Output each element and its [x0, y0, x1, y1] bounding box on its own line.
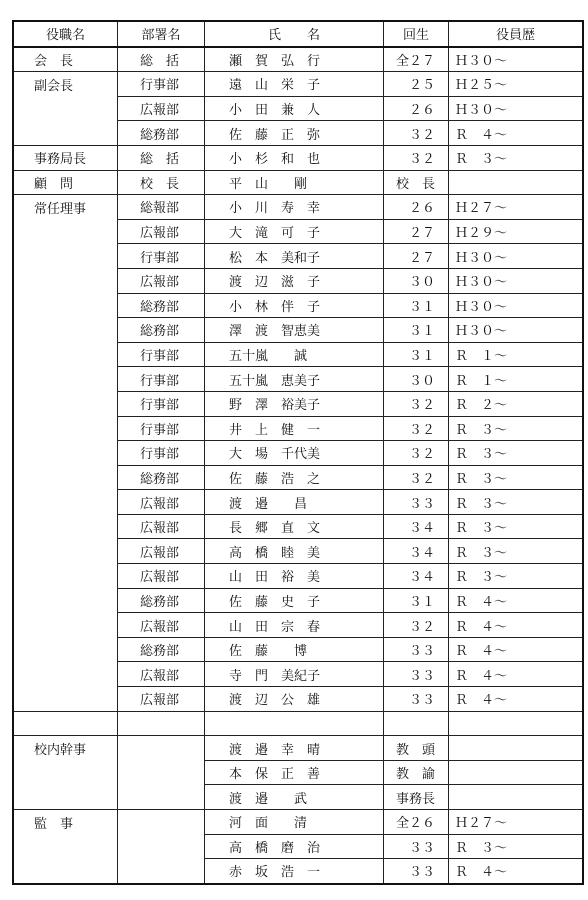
name-cell: 高 橋 磨 治 — [205, 834, 384, 859]
generation-cell: ３１ — [384, 588, 449, 613]
name-cell: 平 山 剛 — [205, 170, 384, 195]
name-cell: 山 田 宗 春 — [205, 613, 384, 638]
generation-cell: ３１ — [384, 342, 449, 367]
officer-history-cell: Ｒ ３～ — [449, 564, 584, 589]
table-row — [13, 588, 583, 613]
department-cell: 行事部 — [118, 391, 205, 416]
header-position: 役職名 — [13, 21, 118, 47]
department-cell: 総務部 — [118, 121, 205, 146]
department-cell: 広報部 — [118, 219, 205, 244]
generation-cell — [384, 711, 449, 736]
generation-cell: ３４ — [384, 514, 449, 539]
generation-cell: ３１ — [384, 318, 449, 343]
table-row — [13, 416, 583, 441]
generation-cell: ３２ — [384, 121, 449, 146]
officer-history-cell: Ｒ １～ — [449, 342, 584, 367]
table-row — [13, 613, 583, 638]
department-cell — [118, 859, 205, 884]
position-cell — [13, 564, 118, 589]
name-cell: 五十嵐 恵美子 — [205, 367, 384, 392]
officer-history-cell: Ｒ ３～ — [449, 539, 584, 564]
generation-cell: 全２６ — [384, 810, 449, 835]
officer-history-cell: Ｈ２９～ — [449, 219, 584, 244]
table-body — [13, 47, 583, 884]
name-cell: 河 面 清 — [205, 810, 384, 835]
name-cell: 佐 藤 博 — [205, 637, 384, 662]
position-cell — [13, 539, 118, 564]
name-cell: 赤 坂 浩 一 — [205, 859, 384, 884]
officer-roster-table — [12, 20, 584, 885]
position-cell — [13, 514, 118, 539]
department-cell: 行事部 — [118, 244, 205, 269]
table-row — [13, 687, 583, 712]
department-cell: 広報部 — [118, 564, 205, 589]
officer-history-cell — [449, 711, 584, 736]
name-cell: 澤 渡 智恵美 — [205, 318, 384, 343]
position-cell — [13, 441, 118, 466]
table-row — [13, 539, 583, 564]
header-officer-history: 役員歴 — [449, 21, 584, 47]
name-cell: 松 本 美和子 — [205, 244, 384, 269]
position-cell — [13, 121, 118, 146]
department-cell: 総務部 — [118, 465, 205, 490]
department-cell: 広報部 — [118, 490, 205, 515]
department-cell: 広報部 — [118, 514, 205, 539]
generation-cell: ２５ — [384, 72, 449, 97]
officer-history-cell — [449, 170, 584, 195]
header-row — [13, 21, 583, 47]
table-row — [13, 268, 583, 293]
generation-cell: ３２ — [384, 441, 449, 466]
position-cell — [13, 416, 118, 441]
generation-cell: ３４ — [384, 564, 449, 589]
position-cell — [13, 711, 118, 736]
table-row — [13, 145, 583, 170]
table-row — [13, 47, 583, 72]
table-row — [13, 96, 583, 121]
table-row — [13, 195, 583, 220]
officer-history-cell: Ｒ ３～ — [449, 145, 584, 170]
table-row — [13, 859, 583, 884]
position-cell — [13, 342, 118, 367]
table-header — [13, 21, 583, 47]
name-cell: 渡 辺 滋 子 — [205, 268, 384, 293]
generation-cell: ３０ — [384, 268, 449, 293]
officer-history-cell: Ｒ ４～ — [449, 859, 584, 884]
position-cell — [13, 391, 118, 416]
name-cell: 大 場 千代美 — [205, 441, 384, 466]
table-row — [13, 514, 583, 539]
generation-cell: ２６ — [384, 96, 449, 121]
department-cell: 行事部 — [118, 416, 205, 441]
table-row — [13, 72, 583, 97]
name-cell: 高 橋 睦 美 — [205, 539, 384, 564]
table-row — [13, 318, 583, 343]
table-row — [13, 244, 583, 269]
department-cell: 総務部 — [118, 293, 205, 318]
position-cell — [13, 613, 118, 638]
department-cell — [118, 760, 205, 785]
department-cell — [118, 834, 205, 859]
department-cell: 広報部 — [118, 662, 205, 687]
position-cell: 副会長 — [13, 72, 118, 97]
name-cell: 渡 邉 昌 — [205, 490, 384, 515]
table-row — [13, 760, 583, 785]
position-cell — [13, 687, 118, 712]
generation-cell: ３３ — [384, 687, 449, 712]
position-cell — [13, 760, 118, 785]
table-row — [13, 170, 583, 195]
department-cell: 校 長 — [118, 170, 205, 195]
position-cell: 常任理事 — [13, 195, 118, 220]
officer-history-cell — [449, 736, 584, 761]
name-cell: 山 田 裕 美 — [205, 564, 384, 589]
officer-history-cell — [449, 785, 584, 810]
generation-cell: ３２ — [384, 416, 449, 441]
department-cell: 行事部 — [118, 441, 205, 466]
header-department: 部署名 — [118, 21, 205, 47]
table-row — [13, 662, 583, 687]
position-cell — [13, 785, 118, 810]
position-cell — [13, 662, 118, 687]
department-cell: 広報部 — [118, 687, 205, 712]
generation-cell: ３０ — [384, 367, 449, 392]
officer-history-cell: Ｒ ３～ — [449, 441, 584, 466]
position-cell — [13, 293, 118, 318]
department-cell: 総 括 — [118, 145, 205, 170]
name-cell: 渡 辺 公 雄 — [205, 687, 384, 712]
table-row — [13, 391, 583, 416]
generation-cell: 校 長 — [384, 170, 449, 195]
name-cell: 本 保 正 善 — [205, 760, 384, 785]
table-row — [13, 711, 583, 736]
officer-history-cell: Ｒ ２～ — [449, 391, 584, 416]
position-cell — [13, 465, 118, 490]
department-cell: 総務部 — [118, 637, 205, 662]
position-cell — [13, 367, 118, 392]
name-cell: 野 澤 裕美子 — [205, 391, 384, 416]
position-cell: 校内幹事 — [13, 736, 118, 761]
generation-cell: ３３ — [384, 662, 449, 687]
department-cell: 総務部 — [118, 318, 205, 343]
name-cell: 井 上 健 一 — [205, 416, 384, 441]
department-cell — [118, 785, 205, 810]
name-cell: 小 田 兼 人 — [205, 96, 384, 121]
table-row — [13, 736, 583, 761]
officer-history-cell: Ｒ ４～ — [449, 637, 584, 662]
table-row — [13, 342, 583, 367]
table-row — [13, 785, 583, 810]
officer-history-cell: Ｈ３０～ — [449, 318, 584, 343]
department-cell: 行事部 — [118, 72, 205, 97]
name-cell: 佐 藤 正 弥 — [205, 121, 384, 146]
department-cell: 広報部 — [118, 96, 205, 121]
generation-cell: ３１ — [384, 293, 449, 318]
name-cell: 小 川 寿 幸 — [205, 195, 384, 220]
officer-history-cell: Ｈ２７～ — [449, 810, 584, 835]
officer-history-cell: Ｒ ３～ — [449, 465, 584, 490]
table-row — [13, 367, 583, 392]
department-cell: 総 括 — [118, 47, 205, 72]
position-cell — [13, 637, 118, 662]
officer-history-cell: Ｒ ４～ — [449, 121, 584, 146]
name-cell: 佐 藤 浩 之 — [205, 465, 384, 490]
table-row — [13, 293, 583, 318]
officer-history-cell: Ｒ ３～ — [449, 416, 584, 441]
officer-history-cell: Ｈ３０～ — [449, 96, 584, 121]
table-row — [13, 490, 583, 515]
name-cell: 佐 藤 史 子 — [205, 588, 384, 613]
department-cell: 行事部 — [118, 367, 205, 392]
department-cell — [118, 736, 205, 761]
generation-cell: 事務長 — [384, 785, 449, 810]
generation-cell: ３３ — [384, 859, 449, 884]
position-cell — [13, 268, 118, 293]
name-cell: 遠 山 栄 子 — [205, 72, 384, 97]
position-cell — [13, 588, 118, 613]
name-cell: 渡 邉 武 — [205, 785, 384, 810]
generation-cell: ３３ — [384, 637, 449, 662]
position-cell — [13, 859, 118, 884]
name-cell: 小 杉 和 也 — [205, 145, 384, 170]
department-cell: 総務部 — [118, 588, 205, 613]
generation-cell: 全２７ — [384, 47, 449, 72]
officer-history-cell: Ｒ ４～ — [449, 613, 584, 638]
officer-history-cell: Ｒ １～ — [449, 367, 584, 392]
officer-history-cell: Ｈ２５～ — [449, 72, 584, 97]
officer-history-cell: Ｈ３０～ — [449, 47, 584, 72]
officer-history-cell: Ｈ２７～ — [449, 195, 584, 220]
department-cell — [118, 810, 205, 835]
generation-cell: ３３ — [384, 490, 449, 515]
officer-history-cell: Ｈ３０～ — [449, 293, 584, 318]
name-cell: 長 郷 直 文 — [205, 514, 384, 539]
officer-history-cell: Ｒ ３～ — [449, 514, 584, 539]
table-row — [13, 441, 583, 466]
name-cell — [205, 711, 384, 736]
generation-cell: ３４ — [384, 539, 449, 564]
position-cell: 会 長 — [13, 47, 118, 72]
officer-history-cell: Ｒ ４～ — [449, 662, 584, 687]
generation-cell: 教 諭 — [384, 760, 449, 785]
table-row — [13, 564, 583, 589]
officer-history-cell: Ｒ ３～ — [449, 490, 584, 515]
position-cell — [13, 834, 118, 859]
department-cell: 総報部 — [118, 195, 205, 220]
position-cell — [13, 490, 118, 515]
generation-cell: ３２ — [384, 145, 449, 170]
department-cell — [118, 711, 205, 736]
generation-cell: ３２ — [384, 613, 449, 638]
department-cell: 行事部 — [118, 342, 205, 367]
officer-history-cell: Ｒ ４～ — [449, 687, 584, 712]
position-cell — [13, 219, 118, 244]
header-name: 氏 名 — [205, 21, 384, 47]
table-row — [13, 637, 583, 662]
position-cell: 顧 問 — [13, 170, 118, 195]
table-row — [13, 465, 583, 490]
officer-history-cell: Ｈ３０～ — [449, 244, 584, 269]
table-row — [13, 810, 583, 835]
header-generation: 回生 — [384, 21, 449, 47]
generation-cell: 教 頭 — [384, 736, 449, 761]
name-cell: 渡 邉 幸 晴 — [205, 736, 384, 761]
table-row — [13, 219, 583, 244]
position-cell: 監 事 — [13, 810, 118, 835]
name-cell: 寺 門 美紀子 — [205, 662, 384, 687]
generation-cell: ２６ — [384, 195, 449, 220]
table-row — [13, 834, 583, 859]
position-cell: 事務局長 — [13, 145, 118, 170]
position-cell — [13, 244, 118, 269]
generation-cell: ３２ — [384, 465, 449, 490]
name-cell: 瀬 賀 弘 行 — [205, 47, 384, 72]
department-cell: 広報部 — [118, 539, 205, 564]
name-cell: 大 滝 可 子 — [205, 219, 384, 244]
generation-cell: ２７ — [384, 244, 449, 269]
officer-history-cell: Ｈ３０～ — [449, 268, 584, 293]
generation-cell: ３２ — [384, 391, 449, 416]
generation-cell: ３３ — [384, 834, 449, 859]
officer-history-cell — [449, 760, 584, 785]
officer-history-cell: Ｒ ４～ — [449, 588, 584, 613]
generation-cell: ２７ — [384, 219, 449, 244]
name-cell: 小 林 伴 子 — [205, 293, 384, 318]
position-cell — [13, 96, 118, 121]
table-row — [13, 121, 583, 146]
officer-history-cell: Ｒ ３～ — [449, 834, 584, 859]
department-cell: 広報部 — [118, 268, 205, 293]
department-cell: 広報部 — [118, 613, 205, 638]
name-cell: 五十嵐 誠 — [205, 342, 384, 367]
position-cell — [13, 318, 118, 343]
